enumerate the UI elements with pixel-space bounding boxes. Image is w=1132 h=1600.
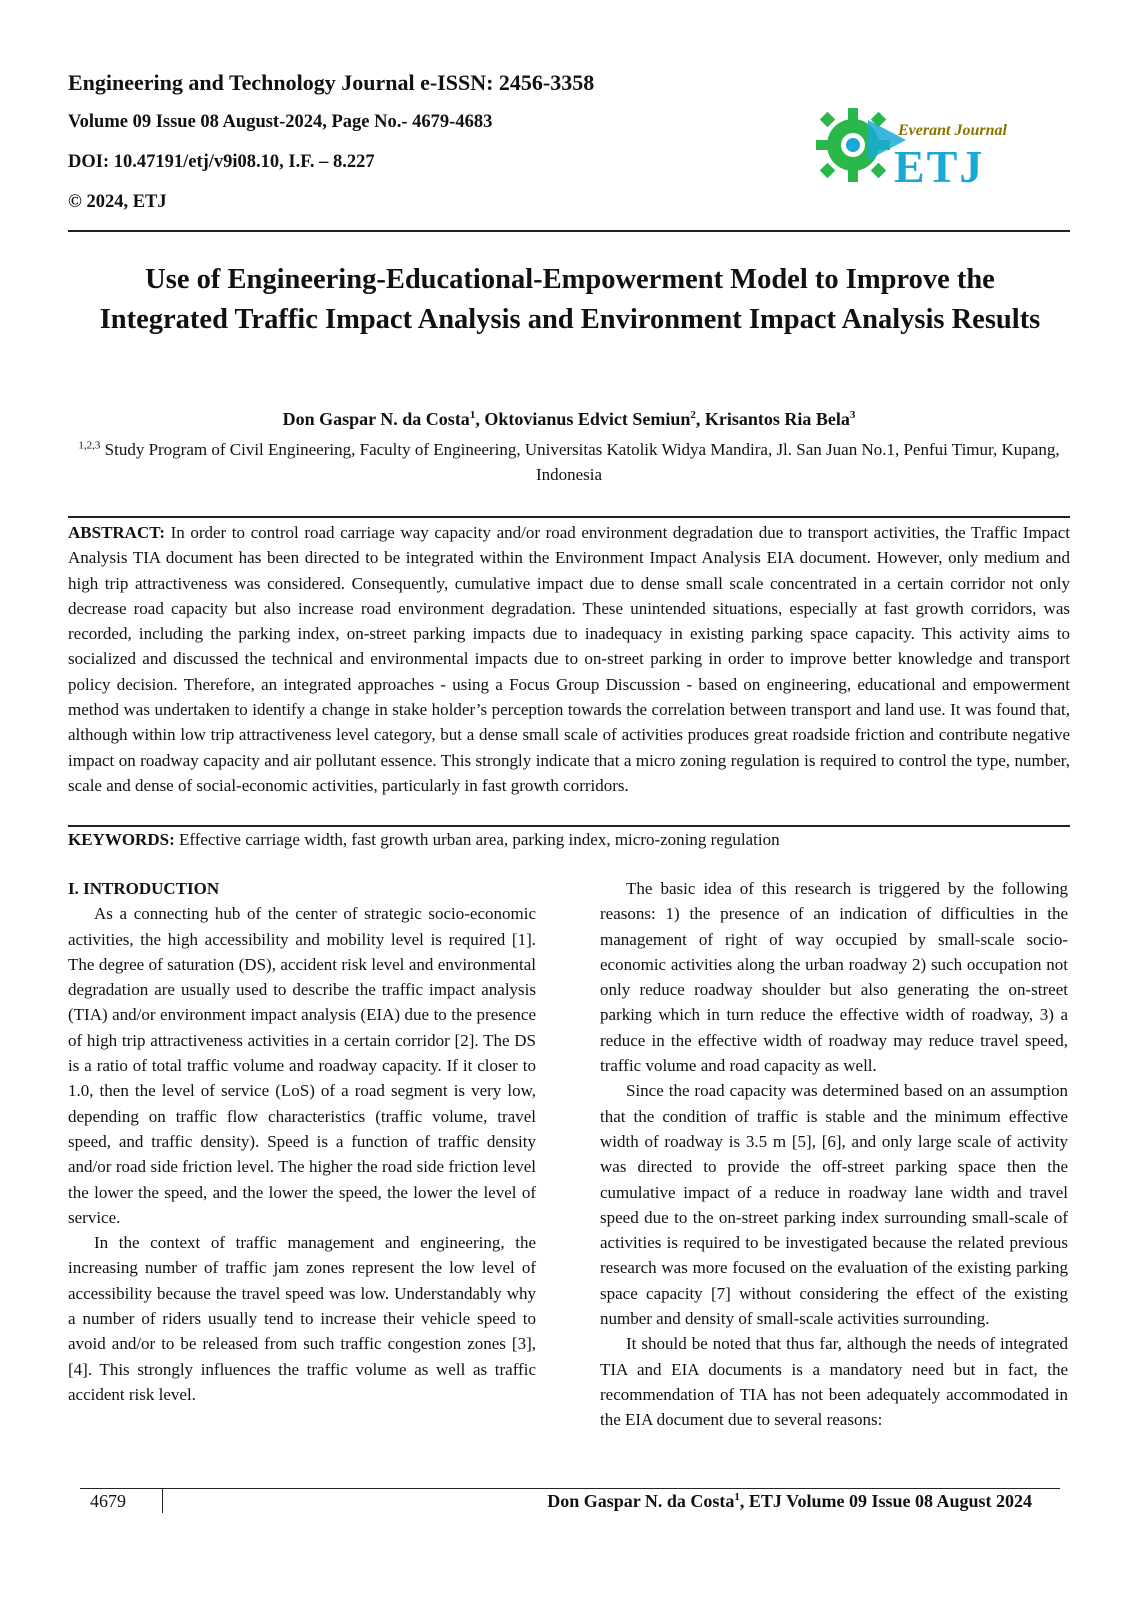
abstract-bottom-divider bbox=[68, 825, 1070, 827]
abstract-label: ABSTRACT: bbox=[68, 523, 165, 542]
volume-info: Volume 09 Issue 08 August-2024, Page No.- 4679-4683 bbox=[68, 112, 493, 132]
journal-name: Engineering and Technology Journal e-ISSN: 2456-3358 bbox=[68, 70, 595, 95]
left-column bbox=[68, 876, 536, 1407]
author-sup: 1 bbox=[469, 409, 476, 421]
footer-author: Don Gaspar N. da Costa bbox=[547, 1491, 735, 1511]
footer-citation bbox=[547, 1491, 1032, 1512]
paragraph: It should be noted that thus far, although the needs of integrated TIA and EIA documents is a mandatory need but in fact, the recommendation of TIA has not been adequately accommodated in the EIA document due to several reasons: bbox=[600, 1334, 1068, 1430]
section-heading: I. INTRODUCTION bbox=[68, 879, 220, 898]
page-number: 4679 bbox=[90, 1491, 126, 1511]
etj-logo bbox=[808, 100, 1028, 212]
right-column bbox=[600, 876, 1068, 1433]
author-name: Krisantos Ria Bela bbox=[704, 409, 850, 429]
paragraph: The basic idea of this research is triggered by the following reasons: 1) the presence of an indication of difficulties in the management of right of way occupied by small-scale socio-economic activities along the urban roadway 2) such occupation not only reduce roadway shoulder but also generating the on-street parking which in turn reduce the effective width of roadway, 3) a reduce in the effective width of roadway may reduce travel speed, traffic volume and road capacity as well. bbox=[600, 879, 1068, 1076]
paper-title: Use of Engineering-Educational-Empowerment Model to Improve the Integrated Traffic Impact Analysis and Environment Impact Analysis Results bbox=[99, 264, 1041, 335]
author-list: Don Gaspar N. da Costa$^1$, Oktovianus Edvict Semiun$^2$, Krisantos Ria Bela$^3$ bbox=[282, 409, 856, 429]
footer-journal: , ETJ Volume 09 Issue 08 August 2024 bbox=[739, 1491, 1032, 1511]
footer-sup: 1 bbox=[734, 1491, 740, 1503]
author-name: Don Gaspar N. da Costa bbox=[282, 409, 470, 429]
paragraph: Since the road capacity was determined based on an assumption that the condition of traffic is stable and the minimum effective width of roadway is 3.5 m [5], [6], and only large scale of activity was directed to provide the off-street parking space then the cumulative impact of a reduce in roadway lane width and travel speed due to the on-street parking index surrounding small-scale of activities is required to be investigated because the related previous research was more focused on the evaluation of the existing parking space capacity [7] without considering the effect of the existing number and density of small-scale activities surrounding. bbox=[600, 1081, 1068, 1329]
logo-publisher-text: Everant Journal bbox=[898, 122, 1007, 139]
footer-divider bbox=[80, 1488, 1060, 1489]
author-sup: 3 bbox=[849, 409, 856, 421]
affiliation-text: Study Program of Civil Engineering, Faculty of Engineering, Universitas Katolik Widya Mandira, Jl. San Juan No.1, Penfui Timur, Kupang, Indonesia bbox=[100, 440, 1060, 484]
affiliation-sup: 1,2,3 bbox=[78, 439, 101, 452]
abstract bbox=[68, 520, 1070, 798]
author-name: Oktovianus Edvict Semiun bbox=[484, 409, 691, 429]
gear-icon bbox=[808, 100, 908, 205]
footer-separator bbox=[162, 1489, 163, 1513]
affiliation bbox=[68, 437, 1070, 487]
keywords-text: Effective carriage width, fast growth urban area, parking index, micro-zoning regulation bbox=[174, 830, 780, 849]
copyright: © 2024, ETJ bbox=[68, 192, 167, 212]
paragraph: As a connecting hub of the center of strategic socio-economic activities, the high accessibility and mobility level is required [1]. The degree of saturation (DS), accident risk level and environmental degradation are usually used to describe the traffic impact analysis (TIA) and/or environment impact analysis (EIA) due to the presence of high trip attractiveness activities in a certain corridor [2]. The DS is a ratio of total traffic volume and roadway capacity. If it closer to 1.0, then the level of service (LoS) of a road segment is very low, depending on traffic flow characteristics (traffic volume, travel speed, and traffic density). Speed is a function of traffic density and/or road side friction level. The higher the road side friction level the lower the speed, and the lower the speed, the lower the level of service. bbox=[68, 904, 536, 1227]
keywords-label: KEYWORDS: bbox=[68, 830, 175, 849]
paragraph: In the context of traffic management and engineering, the increasing number of traffic jam zones represent the low level of accessibility because the travel speed was low. Understandably why a number of riders usually tend to increase their vehicle speed to avoid and/or to be released from such traffic congestion zones [3], [4]. This strongly influences the traffic volume as well as traffic accident risk level. bbox=[68, 1233, 536, 1404]
doi-info: DOI: 10.47191/etj/v9i08.10, I.F. – 8.227 bbox=[68, 152, 375, 172]
abstract-text: In order to control road carriage way capacity and/or road environment degradation due to transport activities, the Traffic Impact Analysis TIA document has been directed to be integrated within the Environment Impact Analysis EIA document. However, only medium and high trip attractiveness was considered. Consequently, cumulative impact due to dense small scale concentrated in a certain corridor not only decrease road capacity but also increase road environment degradation. These unintended situations, especially at fast growth corridors, was recorded, including the parking index, on-street parking impacts due to inadequacy in existing parking space capacity. This activity aims to socialized and discussed the technical and environmental impacts due to on-street parking in order to improve better knowledge and transport policy decision. Therefore, an integrated approaches - using a Focus Group Discussion - based on engineering, educational and empowerment method was undertaken to identify a change in stake holder’s perception towards the correlation between transport and land use. It was found that, although within low trip attractiveness level category, but a dense small scale of activities produces great roadside friction and contribute negative impact on roadway capacity and air pollutant essence. This strongly indicate that a micro zoning regulation is required to control the type, number, scale and dense of social-economic activities, particularly in fast growth corridors. bbox=[68, 523, 1070, 795]
keywords bbox=[68, 828, 1070, 852]
logo-etj-text: ETJ bbox=[894, 141, 985, 192]
abstract-top-divider bbox=[68, 516, 1070, 518]
author-sup: 2 bbox=[690, 409, 696, 421]
header-divider bbox=[68, 230, 1070, 232]
